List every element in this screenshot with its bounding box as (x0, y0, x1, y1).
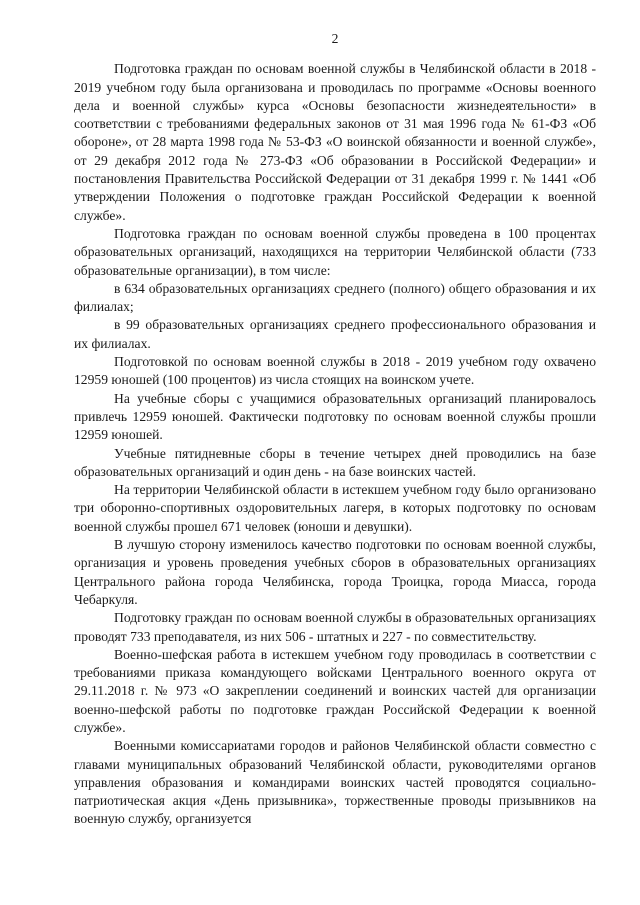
paragraph-five-day-camps: Учебные пятидневные сборы в течение четырех дней проводились на базе образовательных организаций и один день - на базе воинских частей. (74, 445, 596, 479)
paragraph-quality-improvement: В лучшую сторону изменилось качество подготовки по основам военной службы, организация и уровень проведения учебных сборов в образовательных организациях Центрального района города Челябинска, города Троицка, города Миасса, города Чебаркуля. (74, 537, 596, 607)
paragraph-sport-camps: На территории Челябинской области в истекшем учебном году было организовано три оборонно-спортивных оздоровительных лагеря, в которых подготовку по основам военной службы прошел 671 человек (юноши и девушки). (74, 482, 596, 534)
page-number: 2 (331, 31, 339, 46)
paragraph-military-commissariats: Военными комиссариатами городов и районов Челябинской области совместно с главами муниципальных образований Челябинской области, руководителями органов управления образования и командирами воинских частей проводятся социально-патриотическая акция «День призывника», торжественные проводы призывников на военную службу, организуется (74, 738, 596, 827)
paragraph-patronage-work: Военно-шефская работа в истекшем учебном году проводилась в соответствии с требованиями приказа командующего войсками Центрального военного округа от 29.11.2018 г. № 973 «О закреплении соединений и воинских частей для организации военно-шефской работы по подготовке граждан Российской Федерации к военной службе». (74, 646, 596, 735)
paragraph-teachers: Подготовку граждан по основам военной службы в образовательных организациях проводят 733 преподавателя, из них 506 - штатных и 227 - по совместительству. (74, 610, 596, 644)
paragraph-training-camps: На учебные сборы с учащимися образовательных организаций планировалось привлечь 12959 юношей. Фактически подготовку по основам военной службы прошли 12959 юношей. (74, 390, 596, 443)
paragraph-students-covered: Подготовкой по основам военной службы в 2018 - 2019 учебном году охвачено 12959 юношей (100 процентов) из числа стоящих на воинском учете. (74, 354, 596, 388)
document-page (74, 30, 596, 829)
paragraph-vocational-education: в 99 образовательных организациях среднего профессионального образования и их филиалах. (74, 317, 596, 351)
paragraph-legal-basis: Подготовка граждан по основам военной службы в Челябинской области в 2018 - 2019 учебном году была организована и проводилась по программе «Основы военного дела и военной службы» курса «Основы безопасности жизнедеятельности» в соответствии с требованиями федеральных законов от 31 мая 1996 года № 61-ФЗ «Об обороне», от 28 марта 1998 года № 53-ФЗ «О воинской обязанности и военной службе», от 29 декабря 2012 года № 273-ФЗ «Об образовании в Российской Федерации» и постановления Правительства Российской Федерации от 31 декабря 1999 г. № 1441 «Об утверждении Положения о подготовке граждан Российской Федерации к военной службе». (74, 61, 596, 223)
paragraph-coverage: Подготовка граждан по основам военной службы проведена в 100 процентах образовательных организаций, находящихся на территории Челябинской области (733 образовательные организации), в том числе: (74, 225, 596, 278)
paragraph-general-education: в 634 образовательных организациях среднего (полного) общего образования и их филиалах; (74, 280, 596, 315)
